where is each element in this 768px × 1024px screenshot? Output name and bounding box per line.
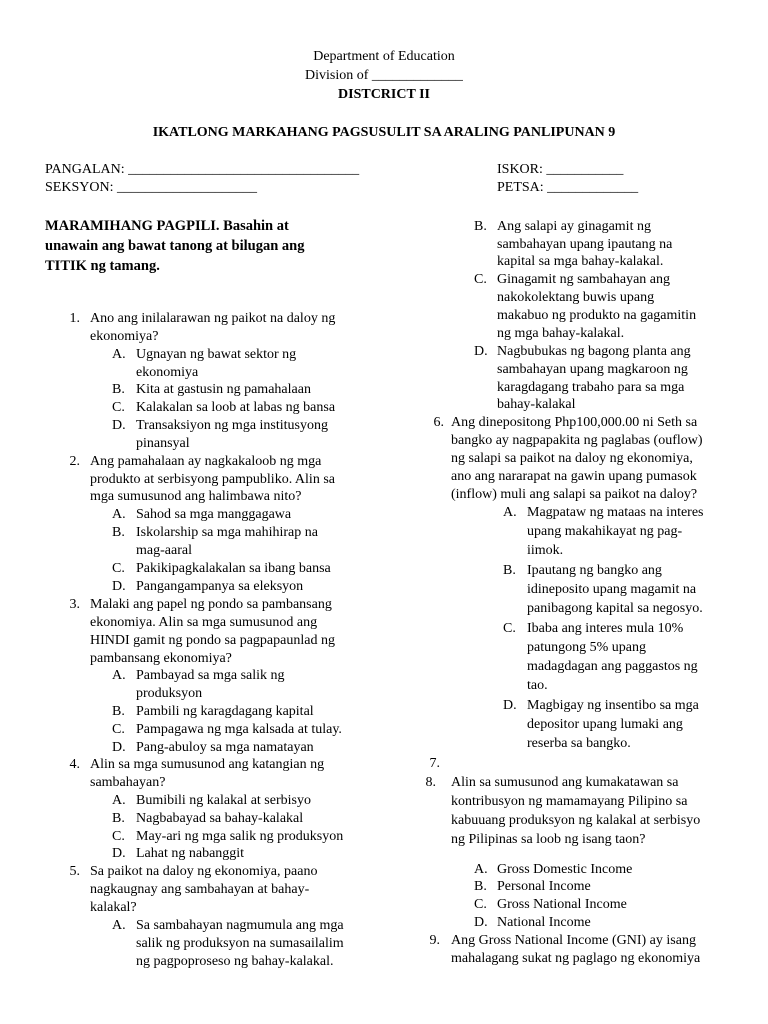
- option-letter: D.: [112, 418, 126, 433]
- score-field: ISKOR: ___________: [497, 162, 624, 177]
- question-text: pambansang ekonomiya?: [90, 651, 232, 666]
- option-a[interactable]: Sa sambahayan nagmumula ang mga: [136, 918, 344, 933]
- question-number: 9.: [429, 933, 440, 948]
- instructions-line-2: unawain ang bawat tanong at bilugan ang: [45, 238, 305, 254]
- option-d-cont: pinansyal: [136, 436, 190, 451]
- option-letter: C.: [112, 829, 125, 844]
- option-letter: C.: [474, 272, 487, 287]
- option-c[interactable]: Pampagawa ng mga kalsada at tulay.: [136, 722, 342, 737]
- question-text: nagkaugnay ang sambahayan at bahay-: [90, 882, 310, 897]
- option-d-cont: karagdagang trabaho para sa mga: [497, 380, 685, 395]
- option-b[interactable]: Pambili ng karagdagang kapital: [136, 704, 314, 719]
- question-text: ekonomiya. Alin sa mga sumusunod ang: [90, 615, 318, 630]
- option-d[interactable]: National Income: [497, 915, 591, 930]
- option-d[interactable]: Transaksiyon ng mga institusyong: [136, 418, 328, 433]
- option-b[interactable]: Iskolarship sa mga mahihirap na: [136, 525, 318, 540]
- option-letter: B.: [112, 382, 125, 397]
- question-text: Malaki ang papel ng pondo sa pambansang: [90, 597, 332, 612]
- option-a-cont: iimok.: [527, 543, 564, 558]
- question-text: kontribusyon ng mamamayang Pilipino sa: [451, 794, 688, 809]
- question-text: Ang pamahalaan ay nagkakaloob ng mga: [90, 454, 322, 469]
- option-d-cont: reserba sa bangko.: [527, 736, 631, 751]
- option-letter: A.: [112, 347, 126, 362]
- option-a[interactable]: Magpataw ng mataas na interes: [527, 505, 704, 520]
- section-field: SEKSYON: ____________________: [45, 180, 257, 195]
- option-a[interactable]: Bumibili ng kalakal at serbisyo: [136, 793, 311, 808]
- question-text: kabuuang produksyon ng kalakal at serbisyo: [451, 813, 701, 828]
- option-d[interactable]: Pang-abuloy sa mga namatayan: [136, 740, 314, 755]
- option-c[interactable]: Kalakalan sa loob at labas ng bansa: [136, 400, 336, 415]
- question-text: mahalagang sukat ng paglago ng ekonomiya: [451, 951, 701, 966]
- option-a[interactable]: Ugnayan ng bawat sektor ng: [136, 347, 297, 362]
- question-text: kalakal?: [90, 900, 137, 915]
- option-letter: B.: [474, 879, 487, 894]
- option-letter: D.: [112, 846, 126, 861]
- question-text: Sa paikot na daloy ng ekonomiya, paano: [90, 864, 318, 879]
- option-b[interactable]: Ipautang ng bangko ang: [527, 563, 662, 578]
- option-a-cont: ng pagpoproseso ng bahay-kalakal.: [136, 954, 334, 969]
- option-c-cont: ng mga bahay-kalakal.: [497, 326, 625, 341]
- option-letter: A.: [112, 507, 126, 522]
- option-a-cont: produksyon: [136, 686, 203, 701]
- option-c-cont: madagdagan ang paggastos ng: [527, 659, 698, 674]
- question-text: HINDI gamit ng pondo sa pagpapaunlad ng: [90, 633, 335, 648]
- option-letter: D.: [503, 698, 517, 713]
- question-text: Ang Gross National Income (GNI) ay isang: [451, 933, 696, 948]
- option-c-cont: makabuo ng produkto na gagamitin: [497, 308, 697, 323]
- option-a-cont: ekonomiya: [136, 365, 199, 380]
- option-a[interactable]: Gross Domestic Income: [497, 862, 633, 877]
- option-letter: A.: [503, 505, 517, 520]
- question-text: produkto at serbisyong pampubliko. Alin sa: [90, 472, 335, 487]
- option-c[interactable]: Ibaba ang interes mula 10%: [527, 621, 684, 636]
- option-d[interactable]: Nagbubukas ng bagong planta ang: [497, 344, 691, 359]
- option-c[interactable]: Pakikipagkalakalan sa ibang bansa: [136, 561, 331, 576]
- option-letter: B.: [474, 219, 487, 234]
- option-letter: B.: [503, 563, 516, 578]
- option-b-cont: sambahayan upang ipautang na: [497, 237, 673, 252]
- question-number: 1.: [69, 311, 80, 326]
- option-b-cont: panibagong kapital sa negosyo.: [527, 601, 703, 616]
- question-text: Alin sa mga sumusunod ang katangian ng: [90, 757, 325, 772]
- option-b-cont: idineposito upang magamit na: [527, 582, 697, 597]
- option-letter: A.: [112, 793, 126, 808]
- date-field: PETSA: _____________: [497, 180, 639, 195]
- option-c-cont: tao.: [527, 678, 548, 693]
- option-letter: C.: [112, 561, 125, 576]
- option-letter: C.: [112, 400, 125, 415]
- question-text: Alin sa sumusunod ang kumakatawan sa: [451, 775, 679, 790]
- question-number: 6.: [433, 415, 444, 430]
- option-a-cont: upang makahikayat ng pag-: [527, 524, 683, 539]
- option-d-cont: sambahayan upang magkaroon ng: [497, 362, 688, 377]
- option-c-cont: nakokolektang buwis upang: [497, 290, 655, 305]
- question-text: bangko ay nagpapakita ng paglabas (ouflow): [451, 433, 703, 448]
- option-letter: A.: [474, 862, 488, 877]
- question-text: ano ang nararapat na gawin upang pumasok: [451, 469, 697, 484]
- department-label: Department of Education: [313, 49, 455, 64]
- option-b[interactable]: Kita at gastusin ng pamahalaan: [136, 382, 311, 397]
- instructions-line-3: TITIK ng tamang.: [45, 258, 160, 274]
- question-text: ng salapi sa paikot na daloy ng ekonomiya,: [451, 451, 693, 466]
- exam-title: IKATLONG MARKAHANG PAGSUSULIT SA ARALING PANLIPUNAN 9: [152, 125, 616, 140]
- option-letter: B.: [112, 811, 125, 826]
- question-number: 5.: [69, 864, 80, 879]
- option-c[interactable]: Gross National Income: [497, 897, 627, 912]
- option-letter: A.: [112, 668, 126, 683]
- question-text: (inflow) muli ang salapi sa paikot na daloy?: [451, 487, 698, 502]
- option-b[interactable]: Personal Income: [497, 879, 591, 894]
- question-text: sambahayan?: [90, 775, 166, 790]
- option-c[interactable]: May-ari ng mga salik ng produksyon: [136, 829, 344, 844]
- question-text: Ang dinepositong Php100,000.00 ni Seth sa: [451, 415, 698, 430]
- option-letter: B.: [112, 525, 125, 540]
- option-d[interactable]: Lahat ng nabanggit: [136, 846, 245, 861]
- question-text: mga sumusunod ang halimbawa nito?: [90, 489, 302, 504]
- option-b[interactable]: Ang salapi ay ginagamit ng: [497, 219, 651, 234]
- question-text: ng Pilipinas sa loob ng isang taon?: [451, 832, 646, 847]
- option-letter: D.: [474, 915, 488, 930]
- option-letter: D.: [112, 579, 126, 594]
- option-b-cont: mag-aaral: [136, 543, 192, 558]
- option-letter: A.: [112, 918, 126, 933]
- option-b[interactable]: Nagbabayad sa bahay-kalakal: [136, 811, 304, 826]
- option-a-cont: salik ng produksyon na sumasailalim: [136, 936, 344, 951]
- option-d-cont: depositor upang lumaki ang: [527, 717, 683, 732]
- question-text: Ano ang inilalarawan ng paikot na daloy ng: [90, 311, 336, 326]
- option-b-cont: kapital sa mga bahay-kalakal.: [497, 254, 664, 269]
- instructions-line-1: MARAMIHANG PAGPILI. Basahin at: [45, 218, 289, 234]
- question-text: ekonomiya?: [90, 329, 159, 344]
- option-letter: D.: [112, 740, 126, 755]
- option-c[interactable]: Ginagamit ng sambahayan ang: [497, 272, 671, 287]
- option-c-cont: patungong 5% upang: [527, 640, 646, 655]
- option-d-cont: bahay-kalakal: [497, 397, 576, 412]
- option-d[interactable]: Pangangampanya sa eleksyon: [136, 579, 304, 594]
- option-letter: C.: [503, 621, 516, 636]
- option-a[interactable]: Pambayad sa mga salik ng: [136, 668, 285, 683]
- option-letter: D.: [474, 344, 488, 359]
- option-letter: C.: [474, 897, 487, 912]
- question-number: 4.: [69, 757, 80, 772]
- option-d[interactable]: Magbigay ng insentibo sa mga: [527, 698, 699, 713]
- district-label: DISTCRICT II: [338, 87, 430, 102]
- name-field: PANGALAN: _________________________________: [45, 162, 360, 177]
- option-a[interactable]: Sahod sa mga manggagawa: [136, 507, 292, 522]
- option-letter: B.: [112, 704, 125, 719]
- option-letter: C.: [112, 722, 125, 737]
- question-number: 3.: [69, 597, 80, 612]
- question-number: 8.: [425, 775, 436, 790]
- question-number: 2.: [69, 454, 80, 469]
- question-number: 7.: [429, 756, 440, 771]
- division-label: Division of _____________: [305, 68, 463, 83]
